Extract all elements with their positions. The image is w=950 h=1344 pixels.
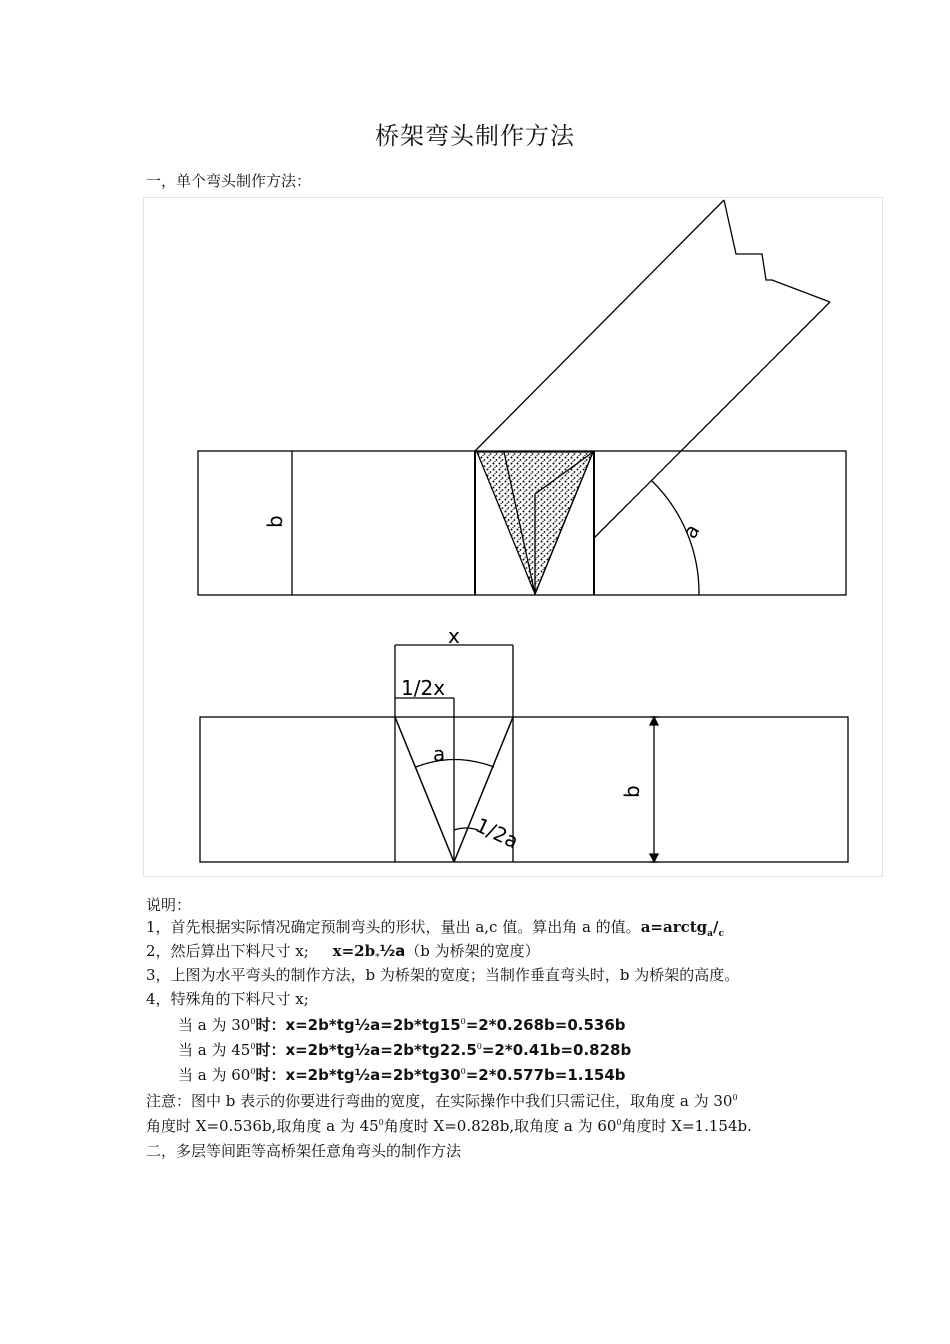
label-x: x (448, 624, 460, 648)
lower-tray-outline (200, 717, 848, 862)
branch-break-line (724, 200, 830, 302)
note-2 (146, 940, 540, 963)
attention-line-1-text: 注意：图中 b 表示的你要进行弯曲的宽度，在实际操作中我们只需记住，取角度 a 为 30 (146, 1092, 733, 1110)
note-2-half: ½a (379, 942, 406, 960)
attention-line-1 (146, 1090, 738, 1111)
note-2-tail: （b 为桥架的宽度） (405, 942, 540, 960)
section-heading-1: 一，单个弯头制作方法： (146, 172, 312, 190)
case-60-deg2: 0 (460, 1067, 466, 1076)
page-title: 桥架弯头制作方法 (375, 122, 575, 150)
branch-left-edge (475, 200, 724, 451)
note-2-formula: x=2b (332, 942, 376, 960)
case-30-deg2: 0 (460, 1017, 466, 1026)
note-2-text: 2，然后算出下料尺寸 x; (146, 942, 309, 960)
attention-line-2-b: 角度时 X=0.828b,取角度 a 为 60 (383, 1117, 617, 1135)
case-30-end: =2*0.268b=0.536b (465, 1016, 626, 1034)
note-2-mid: * (375, 953, 380, 963)
note-1-text: 1，首先根据实际情况确定预制弯头的形状，量出 a,c 值。算出角 a 的值。 (146, 918, 641, 936)
note-1-slash: / (713, 918, 719, 936)
section-heading-2: 二，多层等间距等高桥架任意角弯头的制作方法 (146, 1142, 462, 1160)
attention-line-2-c: 角度时 X=1.154b. (621, 1117, 752, 1135)
case-45 (178, 1039, 631, 1060)
lower-angle-arc (416, 760, 494, 768)
attention-deg: 0 (732, 1093, 738, 1102)
label-half-x: 1/2x (401, 676, 446, 700)
attention-line-2-a: 角度时 X=0.536b,取角度 a 为 45 (146, 1117, 379, 1135)
case-30-deg: 0 (250, 1017, 256, 1026)
branch-right-edge (594, 302, 830, 538)
label-a-upper: a (677, 519, 705, 543)
attention-line-2-deg2: 0 (616, 1118, 622, 1127)
bend-diagram (143, 197, 883, 877)
case-45-deg2: 0 (476, 1042, 482, 1051)
attention-line-2 (146, 1115, 752, 1136)
note-1-c: c (718, 929, 724, 939)
case-45-a: 当 a 为 45 (178, 1041, 251, 1059)
note-1-formula: a=arctg (640, 918, 708, 936)
label-a-lower: a (433, 742, 446, 766)
case-45-end: =2*0.41b=0.828b (481, 1041, 632, 1059)
label-b-upper: b (263, 515, 287, 528)
case-60-a: 当 a 为 60 (178, 1066, 251, 1084)
note-4: 4，特殊角的下料尺寸 x; (146, 990, 309, 1008)
note-3: 3，上图为水平弯头的制作方法，b 为桥架的宽度；当制作垂直弯头时，b 为桥架的高度。 (146, 966, 740, 984)
note-1 (146, 916, 724, 939)
case-30-rest: 时：x=2b*tg½a=2b*tg15 (255, 1016, 461, 1034)
label-b-lower: b (620, 785, 644, 798)
case-45-rest: 时：x=2b*tg½a=2b*tg22.5 (255, 1041, 477, 1059)
case-45-deg: 0 (250, 1042, 256, 1051)
note-1-sub: a (707, 929, 713, 939)
case-60-deg: 0 (250, 1067, 256, 1076)
notes-heading: 说明： (146, 896, 192, 914)
attention-line-2-deg: 0 (378, 1118, 384, 1127)
case-30 (178, 1014, 626, 1035)
case-60-end: =2*0.577b=1.154b (465, 1066, 626, 1084)
label-half-a: 1/2a (471, 812, 523, 854)
case-60 (178, 1064, 626, 1085)
case-30-a: 当 a 为 30 (178, 1016, 251, 1034)
diagram-svg (144, 198, 884, 878)
case-60-rest: 时：x=2b*tg½a=2b*tg30 (255, 1066, 461, 1084)
